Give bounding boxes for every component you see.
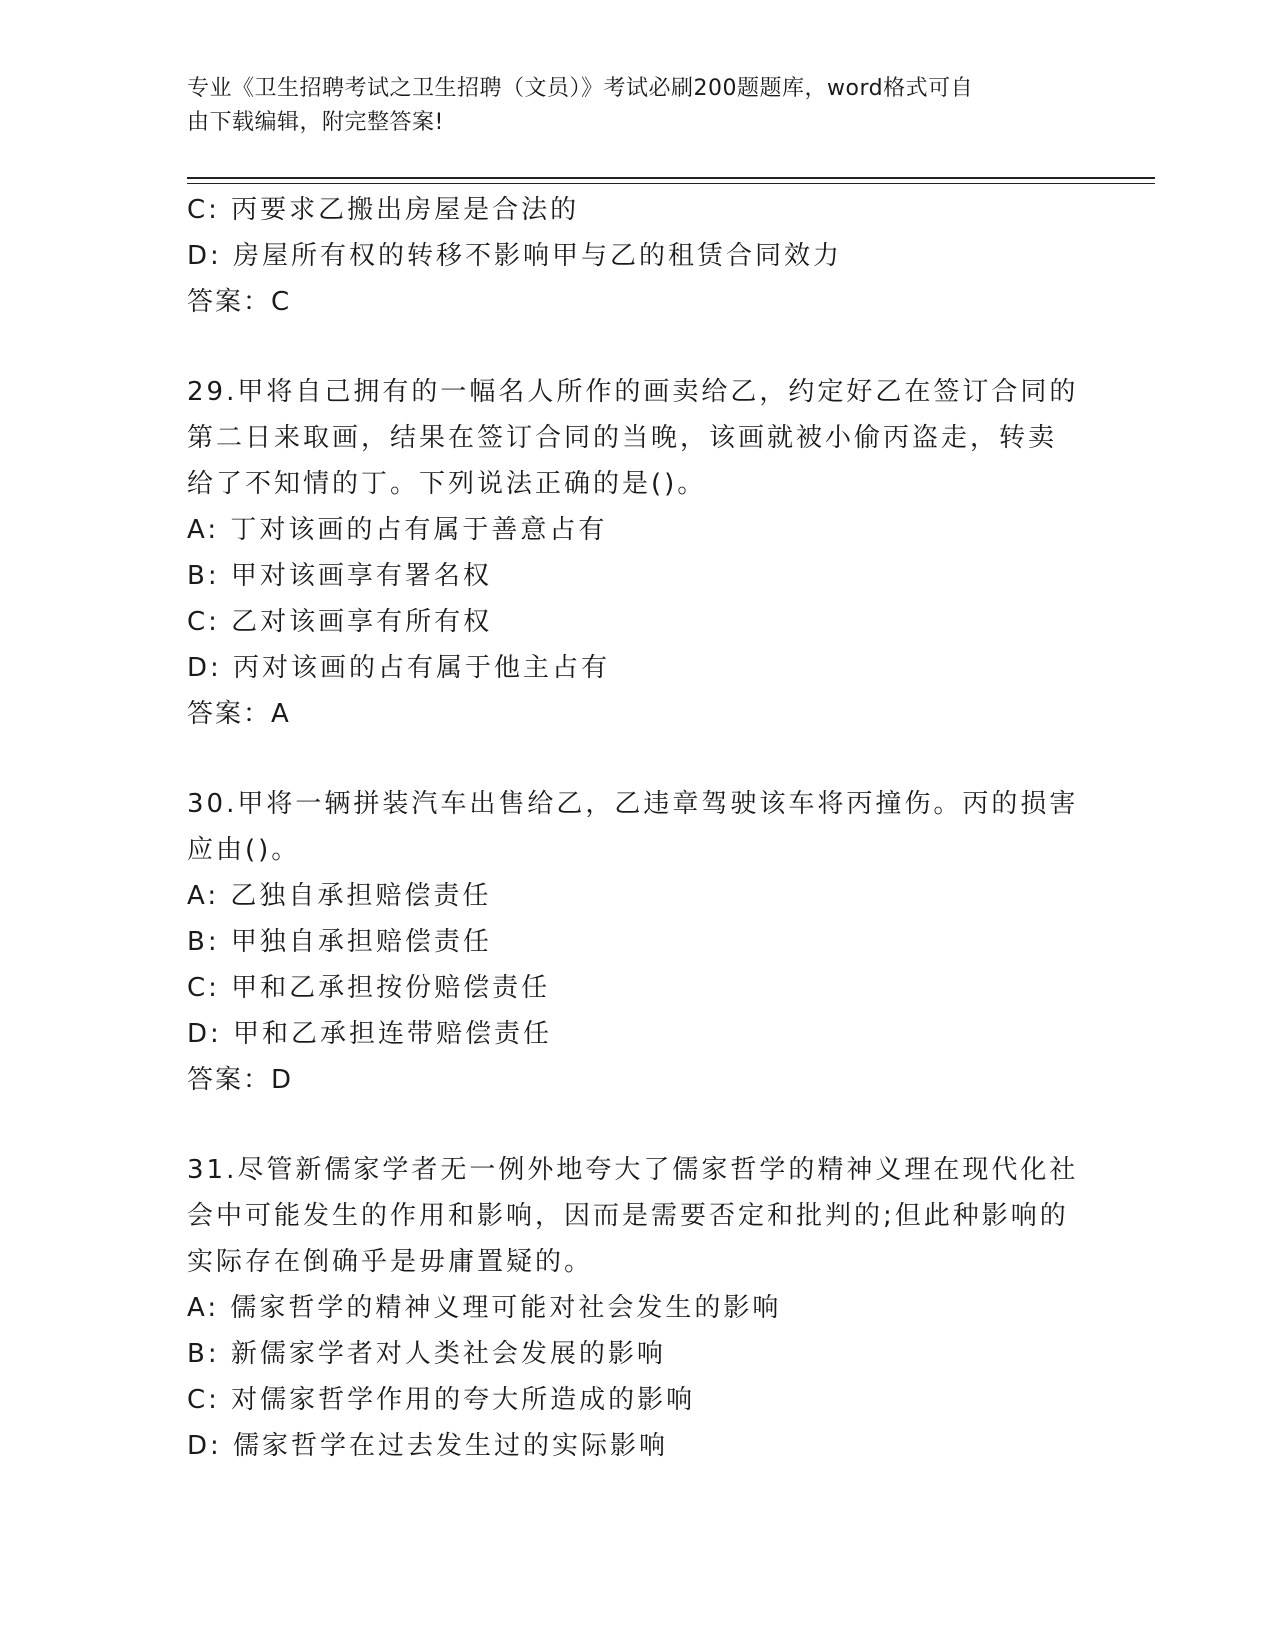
question-stem-line: 会中可能发生的作用和影响，因而是需要否定和批判的;但此种影响的	[187, 1201, 1069, 1231]
option-c: C: 甲和乙承担按份赔偿责任	[187, 973, 551, 1003]
option-b: B: 新儒家学者对人类社会发展的影响	[187, 1339, 666, 1369]
option-c: C: 丙要求乙搬出房屋是合法的	[187, 195, 580, 225]
option-a: A: 儒家哲学的精神义理可能对社会发生的影响	[187, 1293, 782, 1323]
question-stem-line: 29.甲将自己拥有的一幅名人所作的画卖给乙，约定好乙在签订合同的	[187, 377, 1079, 407]
option-d: D: 丙对该画的占有属于他主占有	[187, 653, 611, 683]
header-line-1: 专业《卫生招聘考试之卫生招聘（文员）》考试必刷200题题库，word格式可自	[187, 76, 974, 101]
question-stem-line: 实际存在倒确乎是毋庸置疑的。	[187, 1247, 594, 1277]
document-body	[187, 187, 1087, 1469]
question-partial	[187, 187, 1087, 325]
option-c: C: 对儒家哲学作用的夸大所造成的影响	[187, 1385, 696, 1415]
option-b: B: 甲对该画享有署名权	[187, 561, 492, 591]
question-stem-line: 30.甲将一辆拼装汽车出售给乙，乙违章驾驶该车将丙撞伤。丙的损害	[187, 789, 1079, 819]
option-d: D: 房屋所有权的转移不影响甲与乙的租赁合同效力	[187, 241, 843, 271]
option-a: A: 乙独自承担赔偿责任	[187, 881, 492, 911]
answer-label: 答案：D	[187, 1065, 294, 1095]
question-stem-line: 第二日来取画，结果在签订合同的当晚，该画就被小偷丙盗走，转卖	[187, 423, 1058, 453]
option-a: A: 丁对该画的占有属于善意占有	[187, 515, 608, 545]
answer-label: 答案：A	[187, 699, 291, 729]
question-31	[187, 1147, 1087, 1469]
question-stem-line: 给了不知情的丁。下列说法正确的是()。	[187, 469, 707, 499]
document-header	[187, 72, 1067, 140]
option-b: B: 甲独自承担赔偿责任	[187, 927, 492, 957]
question-stem-line: 31.尽管新儒家学者无一例外地夸大了儒家哲学的精神义理在现代化社	[187, 1155, 1079, 1185]
question-29	[187, 369, 1087, 737]
header-divider-thick	[187, 177, 1155, 179]
header-line-2: 由下载编辑，附完整答案!	[187, 110, 444, 135]
header-divider-thin	[187, 183, 1155, 184]
question-stem-line: 应由()。	[187, 835, 301, 865]
question-30	[187, 781, 1087, 1103]
answer-label: 答案：C	[187, 287, 292, 317]
option-d: D: 甲和乙承担连带赔偿责任	[187, 1019, 553, 1049]
option-d: D: 儒家哲学在过去发生过的实际影响	[187, 1431, 669, 1461]
option-c: C: 乙对该画享有所有权	[187, 607, 493, 637]
